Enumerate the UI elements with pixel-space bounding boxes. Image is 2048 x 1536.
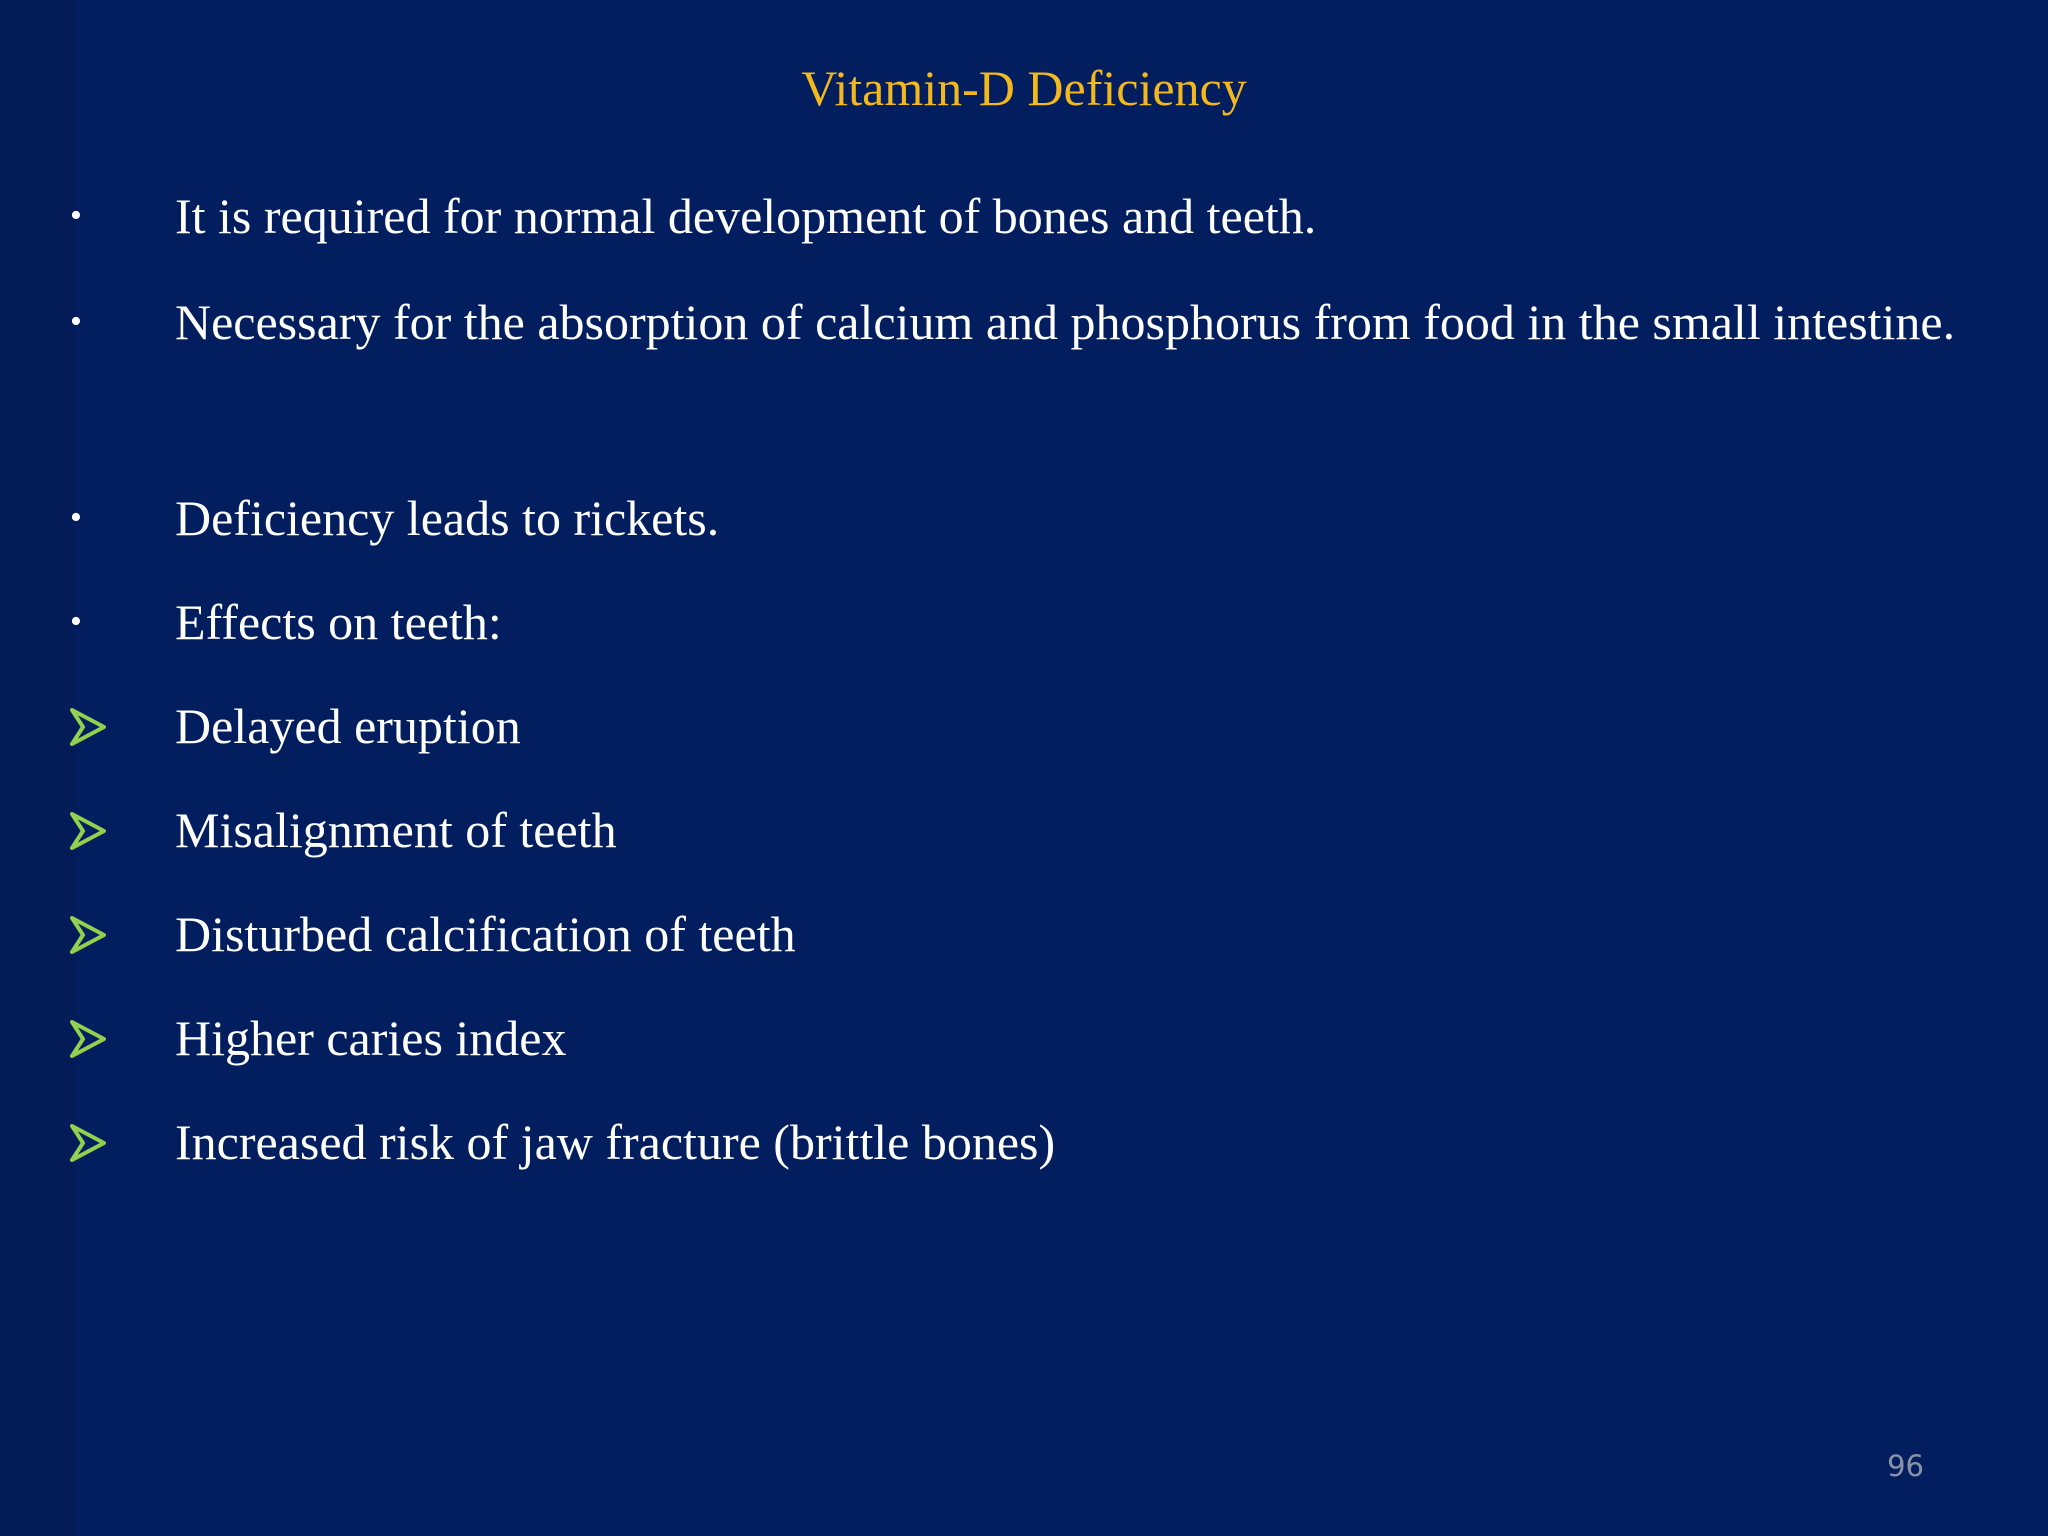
slide-title: Vitamin-D Deficiency [801, 60, 1247, 116]
bullet-dot-icon: • [70, 197, 82, 234]
arrowhead-bullet-icon [70, 902, 120, 966]
arrowhead-bullet-icon [70, 798, 120, 862]
effect-text: Delayed eruption [175, 698, 521, 754]
bullet-text: Necessary for the absorption of calcium and phosphorus from food in the small intestine. [175, 294, 1956, 350]
arrowhead-bullet-icon [70, 1006, 120, 1070]
effect-text: Disturbed calcification of teeth [175, 906, 796, 962]
bullet-dot-icon: • [70, 499, 82, 536]
bullet-dot-icon: • [70, 603, 82, 640]
arrowhead-bullet-icon [70, 694, 120, 758]
page-number: 96 [1887, 1449, 1924, 1483]
effect-text: Increased risk of jaw fracture (brittle bones) [175, 1114, 1056, 1170]
bullet-text: It is required for normal development of bones and teeth. [175, 188, 1317, 244]
effect-text: Misalignment of teeth [175, 802, 617, 858]
bullet-dot-icon: • [70, 303, 82, 340]
left-background-band [0, 0, 76, 1536]
effect-text: Higher caries index [175, 1010, 567, 1066]
arrowhead-bullet-icon [70, 1110, 120, 1174]
bullet-text: Effects on teeth: [175, 594, 502, 650]
bullet-text: Deficiency leads to rickets. [175, 490, 720, 546]
